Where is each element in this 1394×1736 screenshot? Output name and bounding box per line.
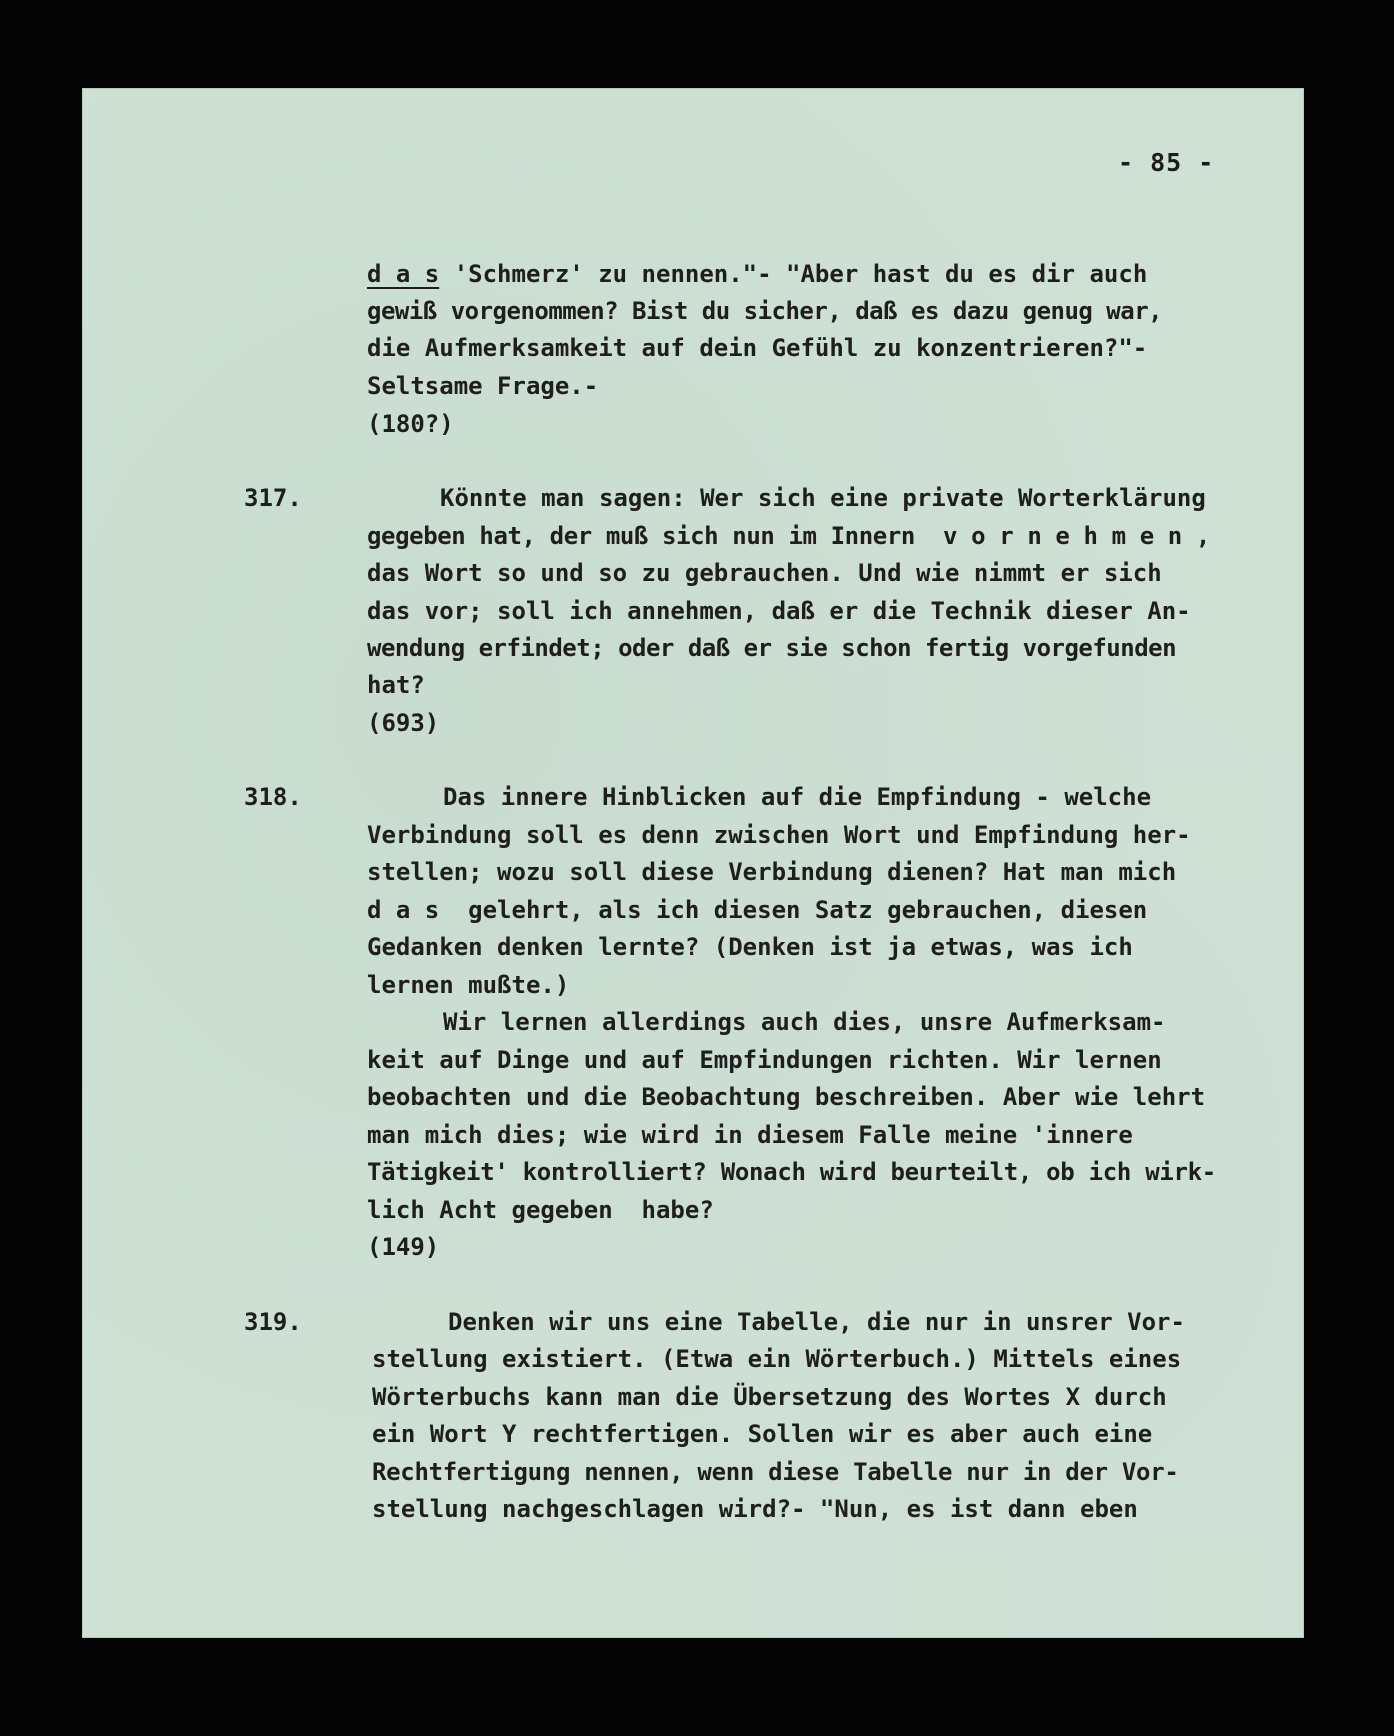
s318-line-2: Verbindung soll es denn zwischen Wort und Empfindung her- <box>367 821 1191 849</box>
emphasized-das: d a s <box>367 260 440 288</box>
s318-line-9: beobachten und die Beobachtung beschreiben. Aber wie lehrt <box>367 1083 1206 1111</box>
s317-line-3: das Wort so und so zu gebrauchen. Und wie nimmt er sich <box>367 559 1162 587</box>
s319-line-2: stellung existiert. (Etwa ein Wörterbuch.) Mittels eines <box>372 1345 1182 1373</box>
s317-line-5: wendung erfindet; oder daß er sie schon fertig vorgefunden <box>367 634 1177 662</box>
s318-line-8: keit auf Dinge und auf Empfindungen richten. Wir lernen <box>367 1046 1162 1074</box>
s319-line-3: Wörterbuchs kann man die Übersetzung des Wortes X durch <box>372 1383 1167 1411</box>
s319-line-6: stellung nachgeschlagen wird?- "Nun, es ist dann eben <box>372 1495 1138 1523</box>
intro-line-1-rest: 'Schmerz' zu nennen."- "Aber hast du es dir auch <box>439 260 1148 288</box>
s319-line-4: ein Wort Y rechtfertigen. Sollen wir es aber auch eine <box>372 1420 1153 1448</box>
s317-line-6: hat? <box>367 671 425 699</box>
section-number-319: 319. <box>244 1308 302 1336</box>
s317-line-4: das vor; soll ich annehmen, daß er die Technik dieser An- <box>367 597 1191 625</box>
s317-reference: (693) <box>367 709 440 737</box>
s318-line-12: lich Acht gegeben habe? <box>367 1196 714 1224</box>
s318-line-1: Das innere Hinblicken auf die Empfindung - welche <box>443 783 1152 811</box>
intro-line-1 <box>367 260 1147 288</box>
s319-line-1: Denken wir uns eine Tabelle, die nur in unsrer Vor- <box>448 1308 1185 1336</box>
s318-reference: (149) <box>367 1233 440 1261</box>
s318-line-10: man mich dies; wie wird in diesem Falle meine 'innere <box>367 1121 1133 1149</box>
s317-line-1: Könnte man sagen: Wer sich eine private Worterklärung <box>440 484 1206 512</box>
intro-reference: (180?) <box>367 410 454 438</box>
intro-line-2: gewiß vorgenommen? Bist du sicher, daß es dazu genug war, <box>367 297 1163 325</box>
section-number-317: 317. <box>244 484 302 512</box>
s318-line-11: Tätigkeit' kontrolliert? Wonach wird beurteilt, ob ich wirk- <box>367 1158 1216 1186</box>
s319-line-5: Rechtfertigung nennen, wenn diese Tabelle nur in der Vor- <box>372 1458 1179 1486</box>
s318-line-5: Gedanken denken lernte? (Denken ist ja etwas, was ich <box>367 933 1133 961</box>
section-number-318: 318. <box>244 783 302 811</box>
s318-line-3: stellen; wozu soll diese Verbindung dienen? Hat man mich <box>367 858 1177 886</box>
page-number: - 85 - <box>1118 148 1215 177</box>
s318-line-6: lernen mußte.) <box>367 971 570 999</box>
s317-line-2: gegeben hat, der muß sich nun im Innern v o r n e h m e n , <box>367 522 1210 550</box>
intro-line-4: Seltsame Frage.- <box>367 372 599 400</box>
intro-line-3: die Aufmerksamkeit auf dein Gefühl zu konzentrieren?"- <box>367 334 1148 362</box>
s318-line-4: d a s gelehrt, als ich diesen Satz gebrauchen, diesen <box>367 896 1148 924</box>
s318-line-7: Wir lernen allerdings auch dies, unsre Aufmerksam- <box>443 1008 1166 1036</box>
